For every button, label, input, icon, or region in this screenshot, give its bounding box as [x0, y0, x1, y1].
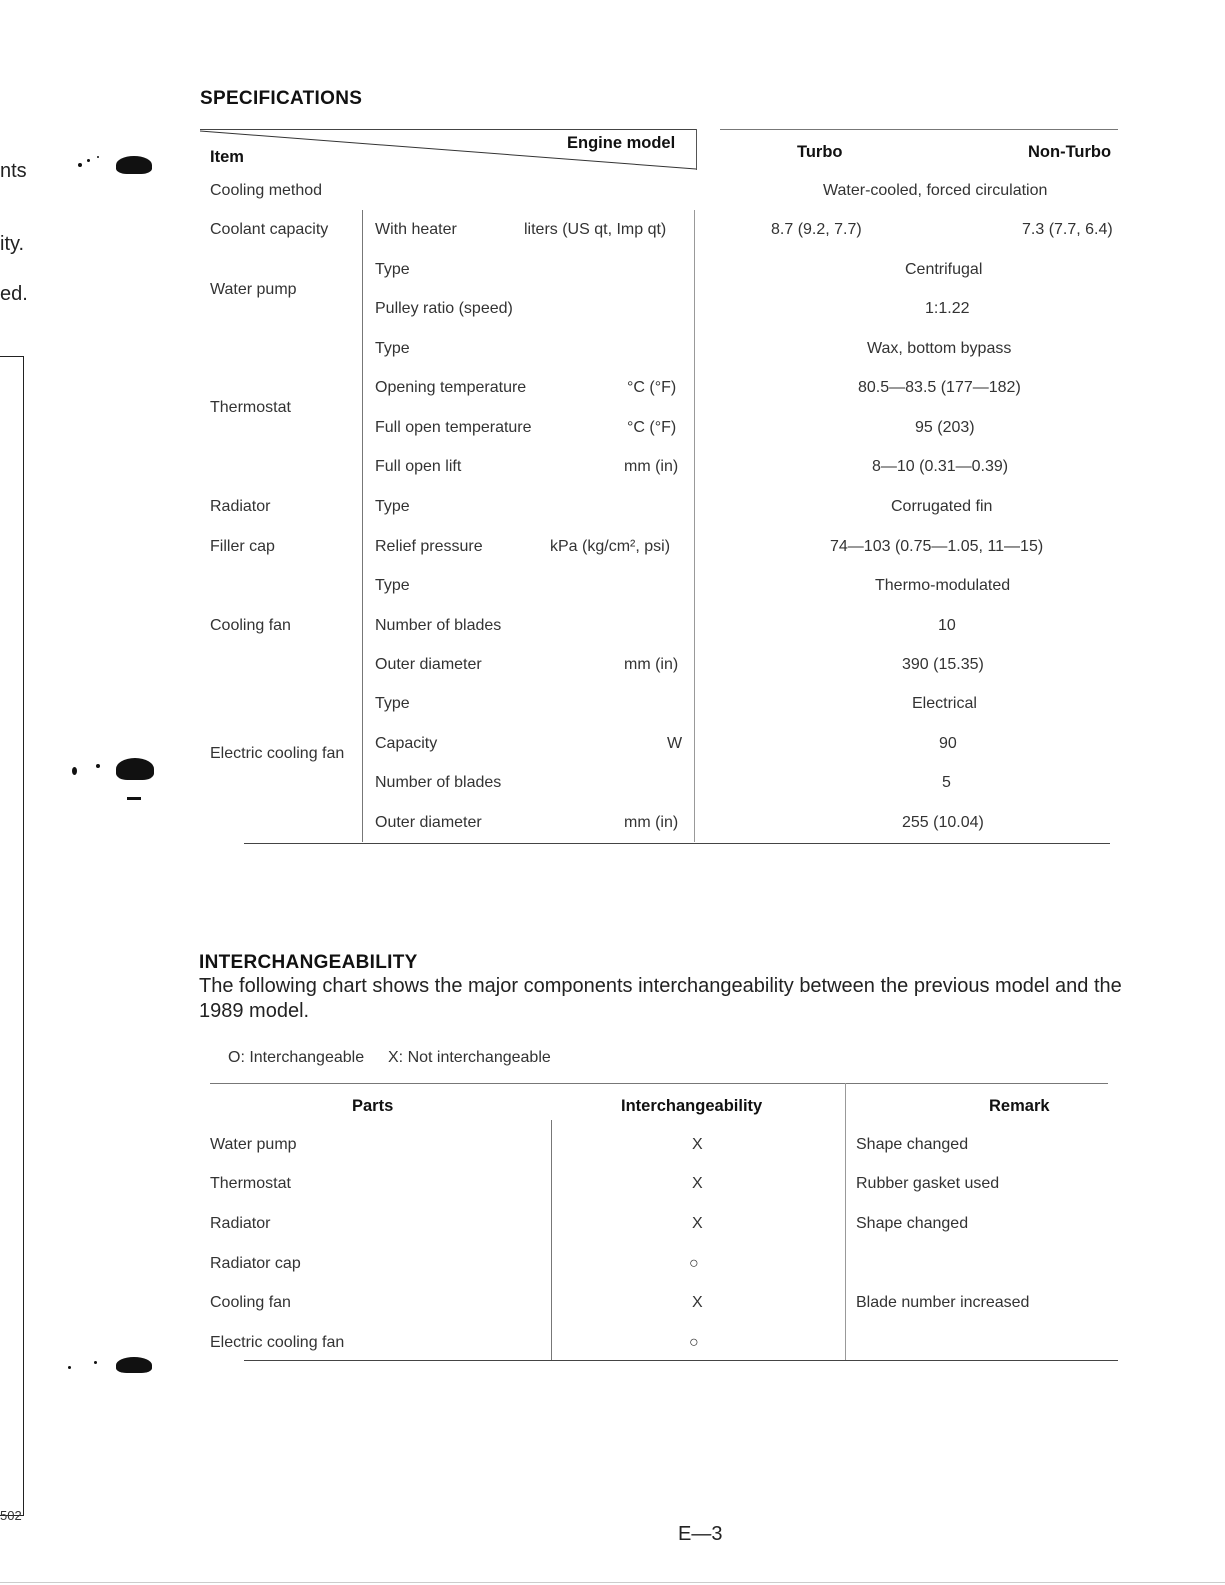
ic-col-divider-1: [551, 1120, 552, 1360]
legend-not-interchangeable: X: Not interchangeable: [388, 1049, 551, 1066]
spec-value-turbo: 8.7 (9.2, 7.7): [771, 221, 862, 238]
ic-mark: X: [692, 1136, 703, 1153]
spec-header-engine-model: Engine model: [567, 134, 676, 152]
spec-item: Coolant capacity: [210, 221, 329, 238]
spec-sub: Capacity: [375, 735, 438, 752]
spec-col-divider-left: [362, 210, 363, 842]
spec-unit: W: [667, 735, 683, 752]
spec-sub: Type: [375, 340, 410, 357]
spec-item: Radiator: [210, 498, 271, 515]
spec-sub: Outer diameter: [375, 656, 482, 673]
spec-item: Cooling method: [210, 182, 323, 199]
spec-value: Water-cooled, forced circulation: [823, 182, 1048, 199]
legend-interchangeable: O: Interchangeable: [228, 1049, 365, 1066]
spec-value: 5: [942, 774, 951, 791]
spec-value: 80.5—83.5 (177—182): [858, 379, 1021, 396]
interchangeability-intro-line-2: 1989 model.: [199, 1000, 310, 1022]
spec-header-turbo: Turbo: [797, 143, 843, 161]
spec-header-non-turbo: Non-Turbo: [1028, 143, 1112, 161]
ic-col-divider-2: [845, 1083, 846, 1360]
spec-item: Electric cooling fan: [210, 745, 345, 762]
ic-top-rule: [210, 1083, 1108, 1084]
spec-value: 255 (10.04): [902, 814, 984, 831]
spec-value: 1:1.22: [925, 300, 970, 317]
spec-sub: Type: [375, 577, 410, 594]
spec-sub: Type: [375, 695, 410, 712]
margin-fragment-1: nts: [0, 160, 27, 182]
spec-value: Centrifugal: [905, 261, 983, 278]
spec-item: Cooling fan: [210, 617, 291, 634]
ic-mark: ○: [689, 1255, 699, 1272]
margin-fragment-3: ed.: [0, 283, 28, 305]
ic-part: Radiator cap: [210, 1255, 301, 1272]
binding-edge-vertical: [23, 356, 24, 1516]
spec-unit: mm (in): [624, 656, 679, 673]
spec-item: Filler cap: [210, 538, 275, 555]
spec-sub: Full open lift: [375, 458, 462, 475]
interchangeability-intro-line-1: The following chart shows the major components interchangeability between the previous model and the: [199, 975, 1122, 997]
spec-unit: °C (°F): [627, 419, 677, 436]
ic-part: Cooling fan: [210, 1294, 291, 1311]
spec-value-non-turbo: 7.3 (7.7, 6.4): [1022, 221, 1113, 238]
spec-value: 90: [939, 735, 957, 752]
spec-item: Thermostat: [210, 399, 291, 416]
binding-edge: [0, 356, 24, 357]
bottom-scan-line: [0, 1582, 1225, 1583]
ic-header-parts: Parts: [352, 1097, 394, 1115]
spec-value: Corrugated fin: [891, 498, 993, 515]
interchangeability-title: INTERCHANGEABILITY: [199, 952, 418, 973]
spec-sub: Number of blades: [375, 774, 502, 791]
ic-remark: Blade number increased: [856, 1294, 1030, 1311]
spec-item: Water pump: [210, 281, 297, 298]
spec-unit: liters (US qt, Imp qt): [524, 221, 667, 238]
spec-value: 390 (15.35): [902, 656, 984, 673]
spec-sub: Type: [375, 498, 410, 515]
spec-value: 74—103 (0.75—1.05, 11—15): [830, 538, 1044, 555]
spec-sub: Type: [375, 261, 410, 278]
spec-top-rule-right: [720, 129, 1118, 130]
ic-remark: Shape changed: [856, 1136, 969, 1153]
spec-value: 8—10 (0.31—0.39): [872, 458, 1009, 475]
specifications-title: SPECIFICATIONS: [200, 88, 363, 109]
ic-mark: ○: [689, 1334, 699, 1351]
spec-value: Electrical: [912, 695, 977, 712]
margin-fragment-2: ity.: [0, 233, 25, 255]
ic-part: Electric cooling fan: [210, 1334, 345, 1351]
ic-mark: X: [692, 1175, 703, 1192]
spec-sub: Relief pressure: [375, 538, 483, 555]
spec-unit: mm (in): [624, 814, 679, 831]
ic-mark: X: [692, 1294, 703, 1311]
spec-unit: kPa (kg/cm², psi): [550, 538, 671, 555]
ic-header-remark: Remark: [989, 1097, 1050, 1115]
ic-mark: X: [692, 1215, 703, 1232]
spec-sub: Outer diameter: [375, 814, 482, 831]
spec-sub: Opening temperature: [375, 379, 527, 396]
spec-sub: Full open temperature: [375, 419, 532, 436]
spec-sub: Number of blades: [375, 617, 502, 634]
spec-sub: Pulley ratio (speed): [375, 300, 513, 317]
ic-remark: Rubber gasket used: [856, 1175, 1000, 1192]
spec-unit: °C (°F): [627, 379, 677, 396]
spec-header-divider: [696, 129, 697, 170]
spec-value: 95 (203): [915, 419, 975, 436]
ic-part: Thermostat: [210, 1175, 291, 1192]
spec-value: Thermo-modulated: [875, 577, 1011, 594]
ic-remark: Shape changed: [856, 1215, 969, 1232]
spec-value: Wax, bottom bypass: [867, 340, 1012, 357]
spec-bottom-rule: [244, 843, 1110, 844]
ic-bottom-rule: [244, 1360, 1118, 1361]
spec-value: 10: [938, 617, 956, 634]
page-number: E—3: [678, 1523, 723, 1545]
ic-header-interchangeability: Interchangeability: [621, 1097, 763, 1115]
ic-part: Radiator: [210, 1215, 271, 1232]
page-code: 502: [0, 1508, 22, 1523]
spec-unit: mm (in): [624, 458, 679, 475]
spec-sub: With heater: [375, 221, 457, 238]
spec-col-divider-right: [694, 210, 695, 842]
spec-header-item: Item: [210, 148, 244, 166]
ic-part: Water pump: [210, 1136, 297, 1153]
